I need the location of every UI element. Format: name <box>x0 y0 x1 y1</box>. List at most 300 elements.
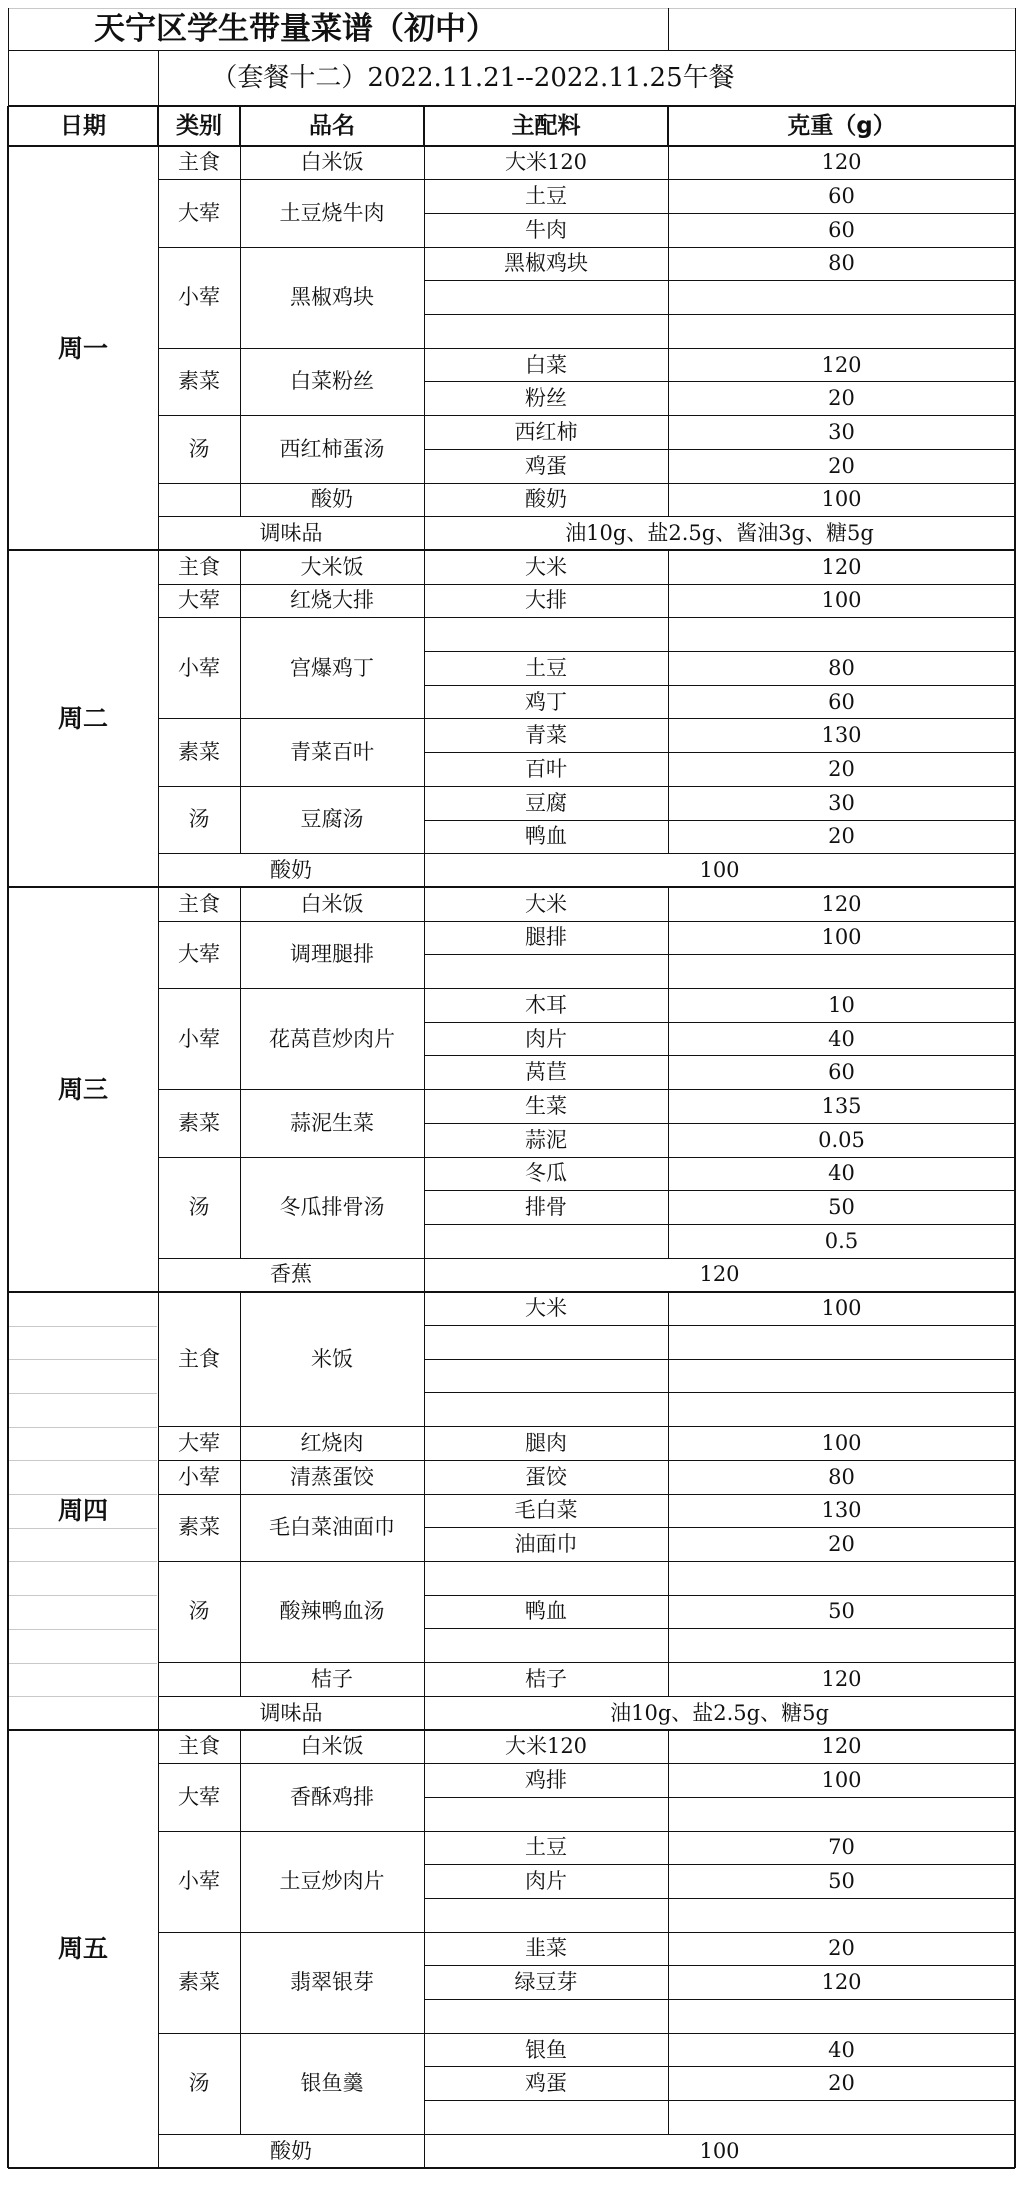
ingredient-cell: 油面巾 <box>514 1532 578 1557</box>
column-divider <box>240 348 241 415</box>
day-label: 周二 <box>57 704 108 734</box>
category-cell: 主食 <box>178 1346 220 1371</box>
ingredient-cell: 大米 <box>525 1296 567 1321</box>
ingredient-row-divider <box>424 1224 1015 1225</box>
weight-cell: 80 <box>828 655 855 680</box>
group-divider <box>158 1932 1015 1933</box>
dish-cell: 翡翠银芽 <box>290 1970 374 1995</box>
category-cell: 素菜 <box>178 740 220 765</box>
group-divider <box>158 1831 1015 1832</box>
ingredient-row-divider <box>424 1527 1015 1528</box>
ingredient-cell: 莴苣 <box>525 1060 567 1085</box>
ingredient-cell: 土豆 <box>525 184 567 209</box>
weight-cell: 100 <box>821 487 862 512</box>
category-cell: 素菜 <box>178 1110 220 1135</box>
category-cell <box>158 1663 240 1697</box>
sheet-gridline <box>9 1326 157 1327</box>
column-divider <box>240 550 241 584</box>
column-divider <box>424 1932 425 2033</box>
ingredient-cell: 鸡蛋 <box>525 2071 567 2096</box>
ingredient-cell: 蒜泥 <box>525 1127 567 1152</box>
column-divider <box>424 180 425 247</box>
column-divider <box>424 1090 425 1157</box>
sheet-gridline <box>9 1629 157 1630</box>
weight-column-divider <box>668 550 669 853</box>
group-divider <box>158 2033 1015 2034</box>
ingredient-row-divider <box>424 1022 1015 1023</box>
ingredient-row-divider <box>424 1864 1015 1865</box>
header-top-border <box>8 105 1015 107</box>
ingredient-row-divider <box>424 820 1015 821</box>
column-divider <box>240 1764 241 1831</box>
dish-cell: 桔子 <box>311 1666 353 1691</box>
ingredient-cell: 黑椒鸡块 <box>504 251 588 276</box>
column-divider <box>424 1258 425 1292</box>
column-divider <box>424 550 425 584</box>
column-divider <box>240 2033 241 2134</box>
dish-cell: 红烧大排 <box>290 588 374 613</box>
dish-cell: 红烧肉 <box>300 1430 364 1455</box>
dish-cell: 宫爆鸡丁 <box>290 655 374 680</box>
ingredient-cell: 银鱼 <box>525 2037 567 2062</box>
sheet-edge <box>1015 8 1016 106</box>
category-cell: 大荤 <box>178 588 220 613</box>
day-column-divider <box>158 887 159 1291</box>
weight-cell: 120 <box>821 554 862 579</box>
weight-cell: 100 <box>821 588 862 613</box>
ingredient-cell: 大排 <box>525 588 567 613</box>
weight-cell: 100 <box>821 1430 862 1455</box>
category-cell: 小荤 <box>178 285 220 310</box>
group-divider <box>158 1662 1015 1663</box>
footer-label-cell: 酸奶 <box>270 2138 312 2163</box>
ingredient-cell: 肉片 <box>525 1026 567 1051</box>
column-divider <box>424 1561 425 1662</box>
sheet-gridline <box>9 1427 157 1428</box>
header-ingredient: 主配料 <box>511 112 581 139</box>
column-divider <box>424 1730 425 1764</box>
sheet-gridline <box>9 1359 157 1360</box>
weight-cell <box>668 955 1015 989</box>
ingredient-cell <box>424 1359 668 1393</box>
weight-cell <box>668 1629 1015 1663</box>
ingredient-cell: 排骨 <box>525 1195 567 1220</box>
group-divider <box>158 2134 1015 2135</box>
ingredient-cell: 土豆 <box>525 655 567 680</box>
header-divider <box>157 106 159 146</box>
ingredient-cell <box>424 1224 668 1258</box>
column-divider <box>424 584 425 618</box>
ingredient-cell <box>424 618 668 652</box>
weight-column-divider <box>668 1730 669 2134</box>
column-divider <box>424 1157 425 1258</box>
group-divider <box>158 718 1015 719</box>
weight-cell: 60 <box>828 184 855 209</box>
group-divider <box>158 1561 1015 1562</box>
header-weight: 克重（g） <box>787 112 896 139</box>
group-divider <box>158 348 1015 349</box>
group-divider <box>158 1460 1015 1461</box>
column-divider <box>424 1831 425 1932</box>
group-divider <box>158 1494 1015 1495</box>
dish-cell: 蒜泥生菜 <box>290 1110 374 1135</box>
title-divider <box>8 50 1015 51</box>
group-divider <box>158 516 1015 517</box>
column-divider <box>240 921 241 988</box>
column-divider <box>240 1831 241 1932</box>
ingredient-cell <box>424 281 668 315</box>
ingredient-cell <box>424 2101 668 2135</box>
ingredient-cell: 桔子 <box>525 1666 567 1691</box>
sheet-gridline <box>9 1696 157 1697</box>
footer-value-cell: 油10g、盐2.5g、酱油3g、糖5g <box>565 521 874 546</box>
weight-cell <box>668 1393 1015 1427</box>
header-date: 日期 <box>60 112 106 139</box>
category-cell: 汤 <box>188 1599 210 1624</box>
weight-cell: 30 <box>828 419 855 444</box>
weight-cell: 135 <box>821 1093 862 1118</box>
category-cell: 小荤 <box>178 1869 220 1894</box>
header-divider <box>239 106 241 146</box>
sheet-gridline <box>9 1460 157 1461</box>
dish-cell: 白米饭 <box>300 150 364 175</box>
weight-cell: 60 <box>828 1060 855 1085</box>
dish-cell: 酸辣鸭血汤 <box>279 1599 385 1624</box>
dish-cell: 土豆烧牛肉 <box>279 200 385 225</box>
ingredient-row-divider <box>424 2066 1015 2067</box>
ingredient-row-divider <box>424 213 1015 214</box>
dish-cell: 银鱼羹 <box>300 2071 364 2096</box>
ingredient-row-divider <box>424 314 1015 315</box>
category-cell: 大荤 <box>178 942 220 967</box>
category-cell: 汤 <box>188 2071 210 2096</box>
category-cell: 小荤 <box>178 1464 220 1489</box>
weight-cell: 120 <box>821 1666 862 1691</box>
dish-cell: 白米饭 <box>300 1734 364 1759</box>
group-divider <box>158 617 1015 618</box>
weight-cell: 0.5 <box>824 1228 859 1253</box>
sheet-subtitle: （套餐十二）2022.11.21--2022.11.25午餐 <box>211 63 735 93</box>
weight-cell: 60 <box>828 689 855 714</box>
column-divider <box>424 786 425 853</box>
sheet-edge <box>8 8 9 106</box>
column-divider <box>240 416 241 483</box>
dish-cell: 酸奶 <box>311 487 353 512</box>
column-divider <box>424 1494 425 1561</box>
ingredient-cell <box>424 1326 668 1360</box>
day-label: 周三 <box>57 1075 108 1105</box>
ingredient-cell: 土豆 <box>525 1835 567 1860</box>
group-divider <box>158 988 1015 989</box>
ingredient-cell: 西红柿 <box>514 419 578 444</box>
weight-cell: 70 <box>828 1835 855 1860</box>
ingredient-cell <box>424 1797 668 1831</box>
footer-value-cell: 油10g、盐2.5g、糖5g <box>610 1700 829 1725</box>
weight-cell: 30 <box>828 790 855 815</box>
ingredient-cell: 酸奶 <box>525 487 567 512</box>
ingredient-row-divider <box>424 1190 1015 1191</box>
category-cell: 素菜 <box>178 369 220 394</box>
ingredient-row-divider <box>424 1999 1015 2000</box>
weight-cell <box>668 1359 1015 1393</box>
category-cell: 汤 <box>188 807 210 832</box>
subtitle-edge <box>158 50 159 106</box>
sheet-title: 天宁区学生带量菜谱（初中） <box>94 10 497 47</box>
column-divider <box>424 921 425 988</box>
category-cell: 素菜 <box>178 1970 220 1995</box>
day-divider <box>8 2167 1015 2169</box>
column-divider <box>240 1090 241 1157</box>
weight-cell: 120 <box>821 352 862 377</box>
column-divider <box>240 1663 241 1697</box>
weight-cell: 0.05 <box>818 1127 865 1152</box>
weight-cell: 120 <box>821 150 862 175</box>
column-divider <box>240 1932 241 2033</box>
weight-cell: 50 <box>828 1195 855 1220</box>
ingredient-cell: 大米120 <box>504 1734 588 1759</box>
table-right-border <box>1014 106 1016 2168</box>
header-dish: 品名 <box>309 112 355 139</box>
dish-cell: 黑椒鸡块 <box>290 285 374 310</box>
weight-cell <box>668 1561 1015 1595</box>
column-divider <box>240 1292 241 1427</box>
weight-cell <box>668 315 1015 349</box>
ingredient-cell <box>424 1898 668 1932</box>
ingredient-cell: 白菜 <box>525 352 567 377</box>
category-cell: 素菜 <box>178 1515 220 1540</box>
sheet-gridline <box>9 1528 157 1529</box>
day-divider <box>8 886 1015 888</box>
ingredient-row-divider <box>424 1325 1015 1326</box>
weight-column-divider <box>668 887 669 1258</box>
column-divider <box>240 786 241 853</box>
ingredient-row-divider <box>424 1359 1015 1360</box>
header-divider <box>667 106 669 146</box>
sheet-gridline <box>9 1663 157 1664</box>
column-divider <box>240 618 241 719</box>
ingredient-cell: 百叶 <box>525 756 567 781</box>
weight-cell: 20 <box>828 2071 855 2096</box>
ingredient-row-divider <box>424 1055 1015 1056</box>
column-divider <box>424 1427 425 1461</box>
sheet-gridline <box>9 1561 157 1562</box>
column-divider <box>424 348 425 415</box>
ingredient-cell <box>424 1629 668 1663</box>
group-divider <box>158 853 1015 854</box>
weight-cell: 130 <box>821 1498 862 1523</box>
ingredient-row-divider <box>424 1595 1015 1596</box>
column-divider <box>424 887 425 921</box>
weight-cell: 20 <box>828 1532 855 1557</box>
ingredient-cell: 鸡丁 <box>525 689 567 714</box>
category-cell: 小荤 <box>178 655 220 680</box>
footer-label-cell: 调味品 <box>259 521 323 546</box>
weight-cell: 100 <box>821 925 862 950</box>
weight-cell: 50 <box>828 1869 855 1894</box>
weight-cell: 120 <box>821 1734 862 1759</box>
column-divider <box>424 989 425 1090</box>
dish-cell: 白米饭 <box>300 891 364 916</box>
column-divider <box>240 887 241 921</box>
group-divider <box>158 1426 1015 1427</box>
category-cell: 汤 <box>188 1195 210 1220</box>
ingredient-cell: 蛋饺 <box>525 1464 567 1489</box>
ingredient-cell: 肉片 <box>525 1869 567 1894</box>
ingredient-row-divider <box>424 651 1015 652</box>
weight-column-divider <box>668 1292 669 1696</box>
weight-cell <box>668 1898 1015 1932</box>
weight-cell <box>668 2000 1015 2034</box>
ingredient-cell: 腿排 <box>525 925 567 950</box>
category-cell: 主食 <box>178 150 220 175</box>
day-label: 周四 <box>57 1496 108 1526</box>
group-divider <box>158 1089 1015 1090</box>
category-cell: 主食 <box>178 1734 220 1759</box>
dish-cell: 土豆炒肉片 <box>279 1869 385 1894</box>
ingredient-cell: 腿肉 <box>525 1430 567 1455</box>
weight-cell: 10 <box>828 992 855 1017</box>
ingredient-cell: 鸡排 <box>525 1767 567 1792</box>
ingredient-cell: 牛肉 <box>525 217 567 242</box>
group-divider <box>158 1696 1015 1697</box>
weight-cell <box>668 1326 1015 1360</box>
group-divider <box>158 786 1015 787</box>
column-divider <box>240 247 241 348</box>
footer-label-cell: 香蕉 <box>270 1262 312 1287</box>
column-divider <box>424 1460 425 1494</box>
day-column-divider <box>158 1292 159 1730</box>
ingredient-row-divider <box>424 685 1015 686</box>
dish-cell: 清蒸蛋饺 <box>290 1464 374 1489</box>
weight-cell: 50 <box>828 1599 855 1624</box>
category-cell: 主食 <box>178 891 220 916</box>
ingredient-cell: 大米 <box>525 891 567 916</box>
group-divider <box>158 1157 1015 1158</box>
weight-cell <box>668 618 1015 652</box>
weight-cell: 100 <box>821 1767 862 1792</box>
group-divider <box>158 1763 1015 1764</box>
category-cell: 主食 <box>178 554 220 579</box>
ingredient-row-divider <box>424 1628 1015 1629</box>
column-divider <box>240 989 241 1090</box>
footer-value-cell: 100 <box>699 2138 740 2163</box>
ingredient-cell: 韭菜 <box>525 1936 567 1961</box>
ingredient-cell: 鸭血 <box>525 1599 567 1624</box>
category-cell: 大荤 <box>178 1784 220 1809</box>
column-divider <box>240 719 241 786</box>
footer-value-cell: 120 <box>699 1262 740 1287</box>
category-cell: 汤 <box>188 436 210 461</box>
sheet-gridline <box>9 1393 157 1394</box>
dish-cell: 毛白菜油面巾 <box>269 1515 395 1540</box>
category-cell: 大荤 <box>178 1430 220 1455</box>
dish-cell: 米饭 <box>311 1346 353 1371</box>
ingredient-cell: 毛白菜 <box>514 1498 578 1523</box>
ingredient-row-divider <box>424 449 1015 450</box>
day-label: 周一 <box>57 333 108 363</box>
weight-cell: 60 <box>828 217 855 242</box>
group-divider <box>158 1258 1015 1259</box>
weight-cell: 20 <box>828 453 855 478</box>
dish-cell: 青菜百叶 <box>290 740 374 765</box>
ingredient-row-divider <box>424 1965 1015 1966</box>
weight-cell: 120 <box>821 891 862 916</box>
column-divider <box>424 483 425 517</box>
ingredient-row-divider <box>424 381 1015 382</box>
header-divider <box>423 106 425 146</box>
dish-cell: 豆腐汤 <box>300 807 364 832</box>
ingredient-cell: 粉丝 <box>525 386 567 411</box>
column-divider <box>424 618 425 719</box>
day-divider <box>8 549 1015 551</box>
footer-value-cell: 100 <box>699 858 740 883</box>
ingredient-cell <box>424 2000 668 2034</box>
weight-cell: 80 <box>828 1464 855 1489</box>
ingredient-row-divider <box>424 1898 1015 1899</box>
dish-cell: 大米饭 <box>300 554 364 579</box>
column-divider <box>240 180 241 247</box>
ingredient-cell: 大米 <box>525 554 567 579</box>
column-divider <box>424 1292 425 1427</box>
ingredient-row-divider <box>424 1123 1015 1124</box>
column-divider <box>240 1460 241 1494</box>
weight-cell <box>668 281 1015 315</box>
ingredient-cell <box>424 315 668 349</box>
ingredient-row-divider <box>424 1392 1015 1393</box>
sheet-edge <box>668 8 669 50</box>
column-divider <box>424 2134 425 2168</box>
ingredient-cell: 冬瓜 <box>525 1161 567 1186</box>
footer-label-cell: 酸奶 <box>270 858 312 883</box>
column-divider <box>240 483 241 517</box>
column-divider <box>240 1494 241 1561</box>
day-column-divider <box>158 550 159 887</box>
weight-cell: 80 <box>828 251 855 276</box>
weight-cell <box>668 1797 1015 1831</box>
dish-cell: 香酥鸡排 <box>290 1784 374 1809</box>
column-divider <box>240 1157 241 1258</box>
dish-cell: 冬瓜排骨汤 <box>279 1195 385 1220</box>
ingredient-cell: 生菜 <box>525 1093 567 1118</box>
dish-cell: 花莴苣炒肉片 <box>269 1026 395 1051</box>
column-divider <box>424 1663 425 1697</box>
day-column-divider <box>158 1730 159 2168</box>
column-divider <box>424 2033 425 2134</box>
dish-cell: 调理腿排 <box>290 942 374 967</box>
category-cell: 大荤 <box>178 200 220 225</box>
weight-cell: 100 <box>821 1296 862 1321</box>
sheet-gridline <box>9 1595 157 1596</box>
dish-cell: 西红柿蛋汤 <box>279 436 385 461</box>
ingredient-cell: 鸭血 <box>525 824 567 849</box>
weight-cell: 130 <box>821 723 862 748</box>
column-divider <box>240 146 241 180</box>
column-divider <box>424 146 425 180</box>
ingredient-cell: 木耳 <box>525 992 567 1017</box>
weight-cell: 40 <box>828 2037 855 2062</box>
group-divider <box>158 247 1015 248</box>
ingredient-cell <box>424 1561 668 1595</box>
table-left-border <box>7 106 9 2168</box>
ingredient-cell: 大米120 <box>504 150 588 175</box>
weight-column-divider <box>668 146 669 517</box>
column-divider <box>424 719 425 786</box>
group-divider <box>158 921 1015 922</box>
column-divider <box>424 1764 425 1831</box>
group-divider <box>158 483 1015 484</box>
ingredient-cell: 豆腐 <box>525 790 567 815</box>
day-divider <box>8 1729 1015 1731</box>
